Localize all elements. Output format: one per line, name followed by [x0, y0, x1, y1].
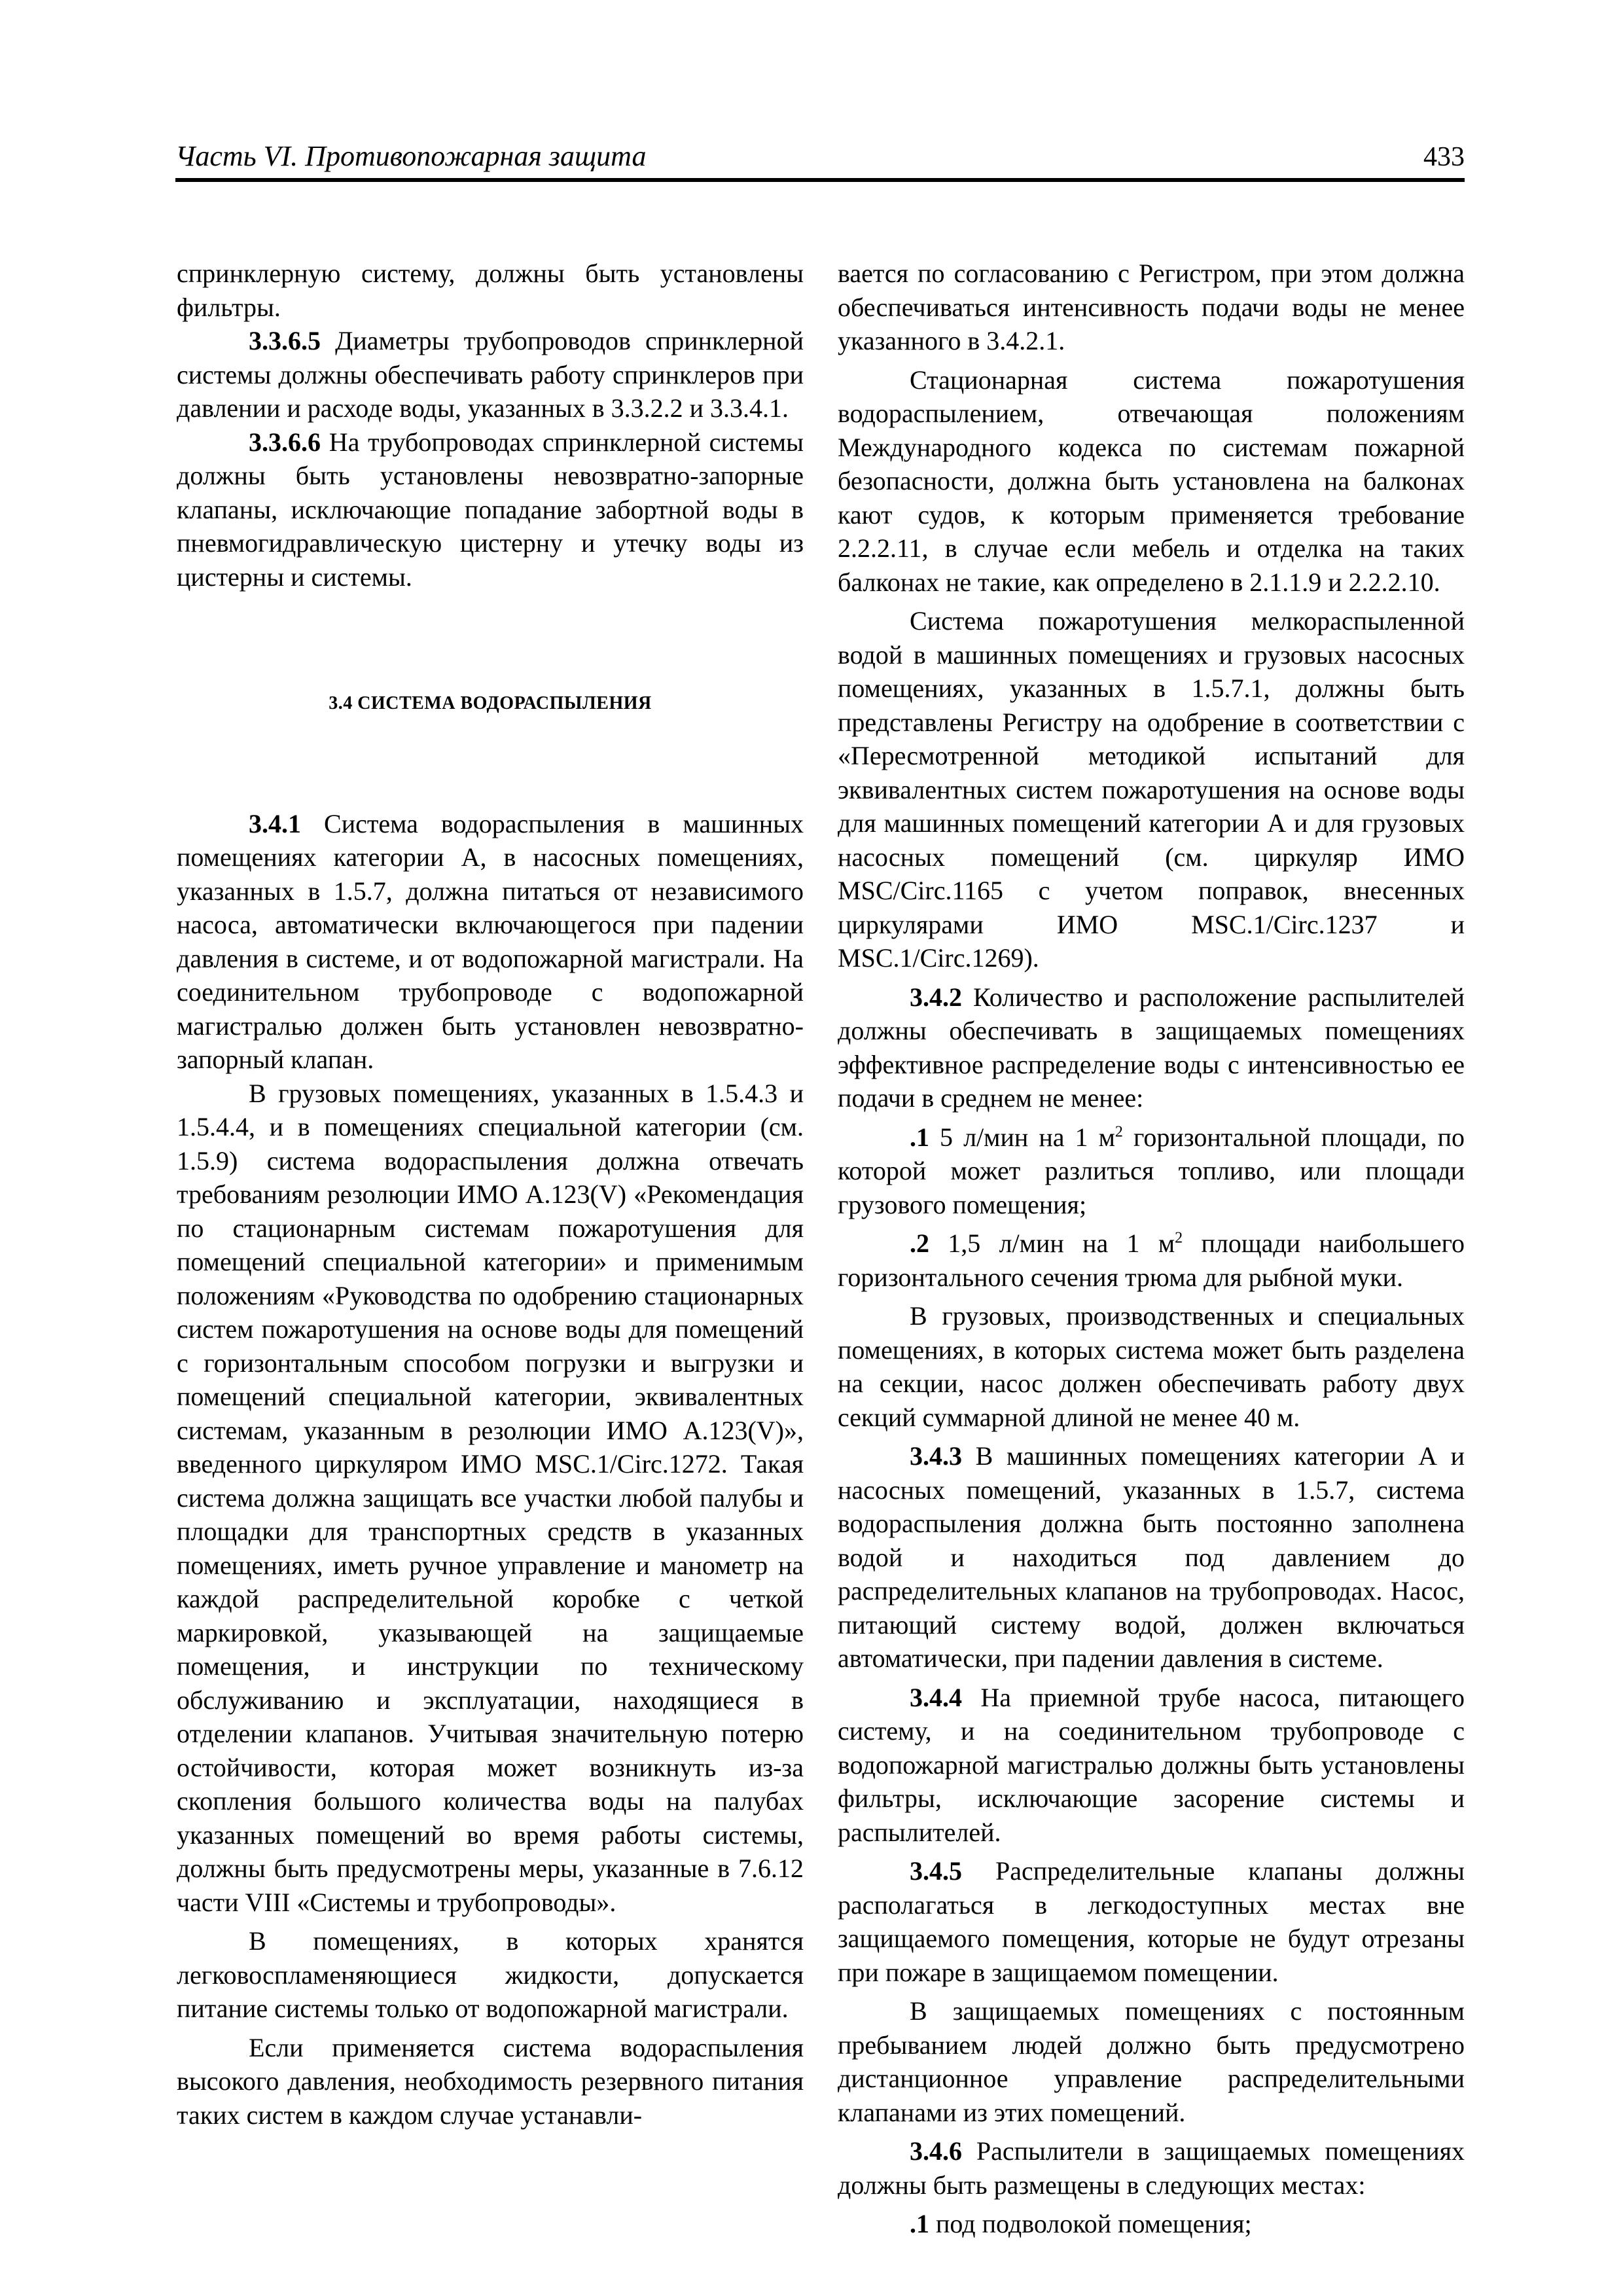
paragraph-text: На трубопроводах спринклерной системы должны быть установлены невозвратно-запорные клапаны, исключающие попадание забортной воды в пневмогидравлическую цистерну и утечку воды из цистерны и системы.: [177, 427, 804, 592]
clause-number: 3.4.4: [910, 1682, 962, 1712]
superscript: 2: [1175, 1229, 1183, 1247]
paragraph-text: Система водораспыления в машинных помещениях категории А, в насосных помещениях, указанных в 1.5.7, должна питаться от независимого насоса, автоматически включающегося при падении давления в системе, и от водопожарной магистрали. На соединительном трубопроводе с водопожарной магистралью должен быть установлен невозвратно-запорный клапан.: [177, 808, 804, 1074]
clause-number: 3.4.6: [910, 2136, 962, 2166]
clause-number: 3.4.5: [910, 1856, 962, 1886]
list-item: [838, 1121, 1465, 1222]
clause-number: 3.3.6.5: [249, 326, 321, 355]
clause-number: 3.4.3: [910, 1441, 962, 1471]
item-number: .1: [910, 2209, 929, 2238]
header-title: Часть VI. Противопожарная защита: [175, 140, 647, 172]
paragraph-3-4-1: [177, 807, 804, 1077]
paragraph-text: Распределительные клапаны должны располагаться в легкодоступных местах вне защищаемого помещения, которые не будут отрезаны при пожаре в защищаемом помещении.: [838, 1856, 1465, 1987]
paragraph-3-4-2: [838, 980, 1465, 1115]
paragraph-text: Количество и расположение распылителей должны обеспечивать в защищаемых помещениях эффективное распределение воды с интенсивностью ее подачи в среднем не менее:: [838, 982, 1465, 1113]
item-number: .1: [910, 1122, 929, 1152]
left-column: [177, 257, 804, 2132]
paragraph-text: 1,5 л/мин на 1 м: [929, 1229, 1175, 1258]
paragraph: В защищаемых помещениях с постоянным пребыванием людей должно быть предусмотрено дистанционное управление распределительными клапанами из этих помещений.: [838, 1996, 1465, 2127]
paragraph-3-4-4: [838, 1681, 1465, 1850]
page-number: 433: [1423, 142, 1465, 172]
paragraph-text: под подволокой помещения;: [929, 2209, 1252, 2238]
superscript: 2: [1115, 1123, 1123, 1141]
paragraph-text: Диаметры трубопроводов спринклерной системы должны обеспечивать работу спринклеров при давлении и расходе воды, указанных в 3.3.2.2 и 3.3.4.1.: [177, 326, 804, 423]
paragraph: В помещениях, в которых хранятся легковоспламеняющиеся жидкости, допускается питание системы только от водопожарной магистрали.: [177, 1926, 804, 2023]
paragraph: спринклерную систему, должны быть установлены фильтры.: [177, 259, 804, 322]
paragraph-text: В машинных помещениях категории А и насосных помещений, указанных в 1.5.7, система водораспыления должна быть постоянно заполнена водой и находиться под давлением до распределительных клапанов на трубопроводах. Насос, питающий систему водой, должен включаться автоматически, при падении давления в системе.: [838, 1441, 1465, 1673]
paragraph-text: Распылители в защищаемых помещениях должны быть размещены в следующих местах:: [838, 2136, 1465, 2200]
running-header: [175, 139, 1465, 178]
paragraph-3-3-6-6: [177, 425, 804, 594]
paragraph-text: На приемной трубе насоса, питающего систему, и на соединительном трубопроводе с водопожарной магистралью должны быть установлены фильтры, исключающие засорение системы и распылителей.: [838, 1682, 1465, 1847]
clause-number: 3.4.1: [249, 808, 301, 838]
paragraph-3-4-6: [838, 2134, 1465, 2202]
paragraph: вается по согласованию с Регистром, при этом должна обеспечиваться интенсивность подачи воды не менее указанного в 3.4.2.1.: [838, 259, 1465, 355]
section-heading: 3.4 СИСТЕМА ВОДОРАСПЫЛЕНИЯ: [329, 693, 652, 713]
paragraph-text: горизонтальной площади, по которой может разлиться топливо, или площади грузового помещения;: [838, 1122, 1465, 1219]
clause-number: 3.3.6.6: [249, 427, 321, 457]
paragraph-3-4-5: [838, 1854, 1465, 1989]
paragraph-3-3-6-5: [177, 324, 804, 425]
clause-number: 3.4.2: [910, 982, 962, 1012]
item-number: .2: [910, 1229, 929, 1258]
paragraph: В грузовых помещениях, указанных в 1.5.4.3 и 1.5.4.4, и в помещениях специальной категории (см. 1.5.9) система водораспыления должна отвечать требованиям резолюции ИМО А.123(V) «Рекомендация по стационарным системам пожаротушения для помещений специальной категории» и применимым положениям «Руководства по одобрению стационарных систем пожаротушения на основе воды для помещений с горизонтальным способом погрузки и выгрузки и помещений специальной категории, эквивалентных системам, указанным в резолюции ИМО А.123(V)», введенного циркуляром ИМО MSC.1/Circ.1272. Такая система должна защищать все участки любой палубы и площадки для транспортных средств в указанных помещениях, иметь ручное управление и манометр на каждой распределительной коробке с четкой маркировкой, указывающей на защищаемые помещения, и инструкции по техническому обслуживанию и эксплуатации, находящиеся в отделении клапанов. Учитывая значительную потерю остойчивости, которая может возникнуть из-за скопления большого количества воды на палубах указанных помещений во время работы системы, должны быть предусмотрены меры, указанные в 7.6.12 части VIII «Системы и трубопроводы».: [177, 1078, 804, 1917]
paragraph: Если применяется система водораспыления высокого давления, необходимость резервного питания таких систем в каждом случае устанавли-: [177, 2032, 804, 2130]
list-item: [838, 2207, 1465, 2241]
paragraph: Система пожаротушения мелкораспыленной водой в машинных помещениях и грузовых насосных помещениях, указанных в 1.5.7.1, должны быть представлены Регистру на одобрение в соответствии с «Пересмотренной методикой испытаний для эквивалентных систем пожаротушения на основе воды для машинных помещений категории А и для грузовых насосных помещений (см. циркуляр ИМО MSC/Circ.1165 с учетом поправок, внесенных циркулярами ИМО MSC.1/Circ.1237 и MSC.1/Circ.1269).: [838, 606, 1465, 973]
paragraph-3-4-3: [838, 1439, 1465, 1676]
right-column: [838, 257, 1465, 2241]
paragraph: Стационарная система пожаротушения водораспылением, отвечающая положениям Международного кодекса по системам пожарной безопасности, должна быть установлена на балконах кают судов, к которым применяется требование 2.2.2.11, в случае если мебель и отделка на таких балконах не такие, как определено в 2.1.1.9 и 2.2.2.10.: [838, 365, 1465, 597]
list-item: [838, 1227, 1465, 1294]
header-rule: [175, 178, 1465, 182]
paragraph-text: 5 л/мин на 1 м: [929, 1122, 1115, 1152]
paragraph-text: площади наибольшего горизонтального сечения трюма для рыбной муки.: [838, 1229, 1465, 1292]
paragraph: В грузовых, производственных и специальных помещениях, в которых система может быть разделена на секции, насос должен обеспечивать работу двух секций суммарной длиной не менее 40 м.: [838, 1301, 1465, 1432]
